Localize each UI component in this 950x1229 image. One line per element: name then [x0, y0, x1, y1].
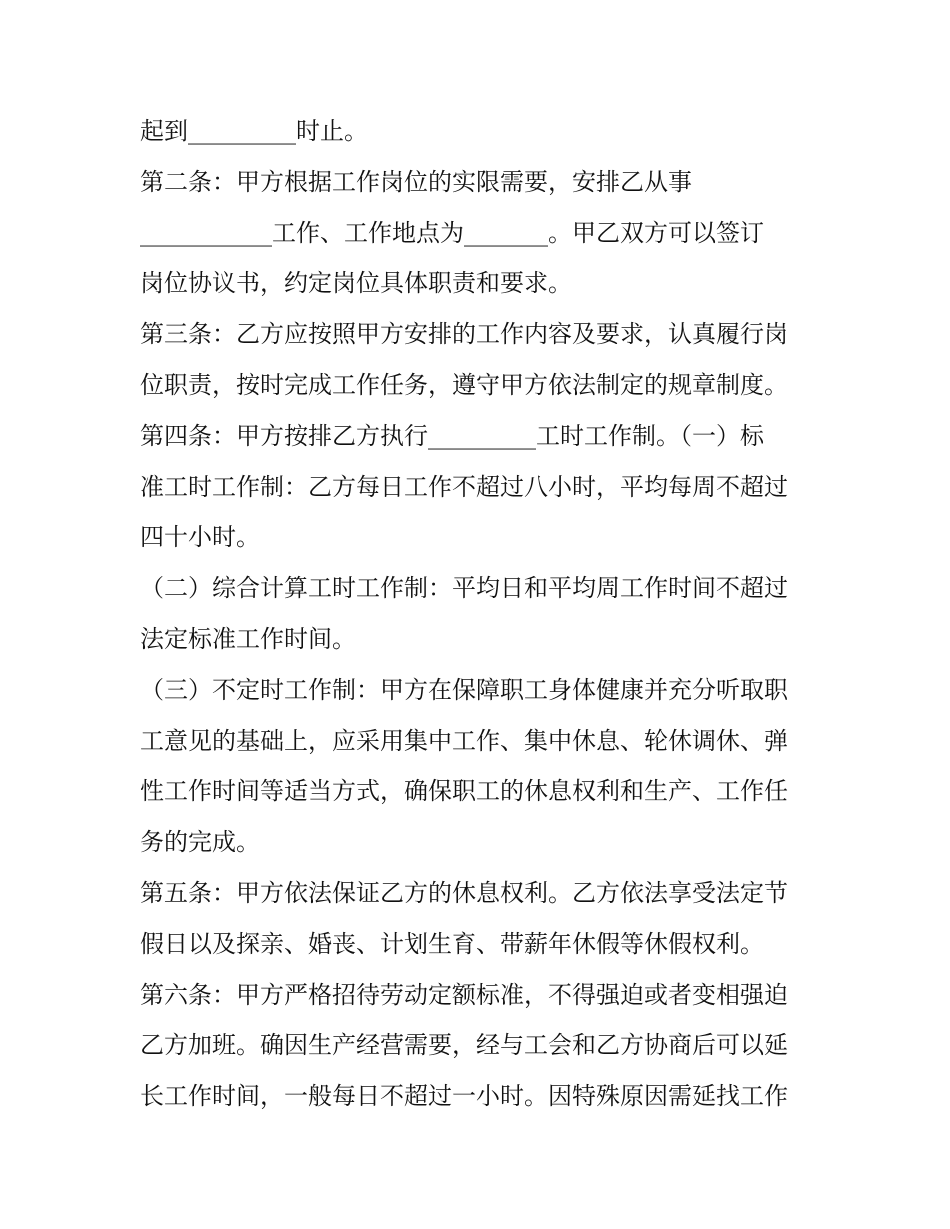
text-line: 性工作时间等适当方式，确保职工的休息权利和生产、工作任 [140, 777, 788, 806]
text-line: 第五条：甲方依法保证乙方的休息权利。乙方依法享受法定节 [140, 878, 788, 907]
text-line: 长工作时间，一般每日不超过一小时。因特殊原因需延找工作 [140, 1082, 788, 1111]
text-line: 第二条：甲方根据工作岗位的实限需要，安排乙从事 [140, 167, 692, 196]
text-line: 四十小时。 [140, 523, 260, 552]
text-line: 准工时工作制：乙方每日工作不超过八小时，平均每周不超过 [140, 472, 788, 501]
text-line: 第三条：乙方应按照甲方安排的工作内容及要求，认真履行岗 [140, 320, 788, 349]
text-line: 第六条：甲方严格招待劳动定额标准，不得强迫或者变相强迫 [140, 980, 788, 1009]
text-line: （二）综合计算工时工作制：平均日和平均周工作时间不超过 [140, 574, 788, 603]
contract-text [140, 106, 820, 1122]
text-line: 位职责，按时完成工作任务，遵守甲方依法制定的规章制度。 [140, 370, 788, 399]
text-line: 假日以及探亲、婚丧、计划生育、带薪年休假等休假权利。 [140, 929, 764, 958]
text-line: 法定标准工作时间。 [140, 624, 356, 653]
text-line: 务的完成。 [140, 828, 260, 857]
text-line: 岗位协议书，约定岗位具体职责和要求。 [140, 269, 572, 298]
text-line: 起到_________时止。 [140, 117, 368, 145]
text-line: 第四条：甲方按排乙方执行_________工时工作制。（一）标 [140, 421, 764, 450]
text-line: 乙方加班。确因生产经营需要，经与工会和乙方协商后可以延 [140, 1031, 788, 1060]
text-line: ___________工作、工作地点为_______。甲乙双方可以签订 [140, 218, 764, 247]
text-line: （三）不定时工作制：甲方在保障职工身体健康并充分听取职 [140, 675, 788, 704]
text-line: 工意见的基础上，应采用集中工作、集中休息、轮休调休、弹 [140, 726, 788, 755]
